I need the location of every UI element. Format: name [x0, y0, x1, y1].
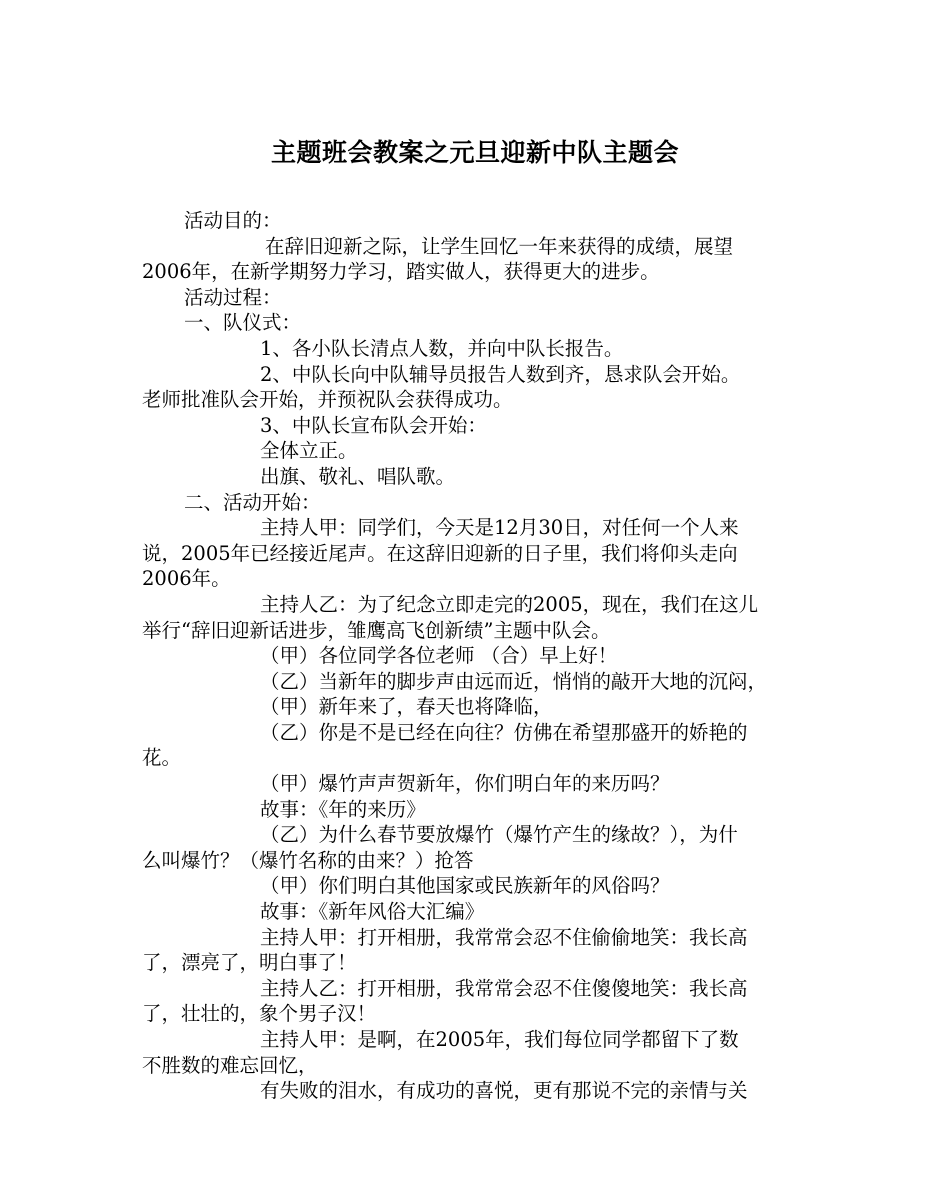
paragraph-line: 故事：《新年风俗大汇编》: [260, 900, 485, 924]
paragraph-line: 故事：《年的来历》: [260, 797, 426, 821]
paragraph-line: 1、各小队长清点人数，并向中队长报告。: [260, 336, 624, 360]
paragraph-line: 全体立正。: [260, 439, 358, 463]
paragraph-line: 主持人乙：为了纪念立即走完的2005，现在，我们在这儿: [260, 592, 759, 616]
paragraph-line: 出旗、敬礼、唱队歌。: [260, 464, 456, 488]
paragraph-line: 2006年。: [142, 567, 231, 591]
paragraph-line: （乙）当新年的脚步声由远而近，悄悄的敲开大地的沉闷，: [260, 669, 768, 693]
paragraph-line: （甲）你们明白其他国家或民族新年的风俗吗？: [260, 874, 670, 898]
document-body: [142, 208, 810, 1104]
paragraph-line: 老师批准队会开始，并预祝队会获得成功。: [142, 388, 513, 412]
paragraph-line: 2006年，在新学期努力学习，踏实做人，获得更大的进步。: [142, 260, 660, 284]
paragraph-line: 2、中队长向中队辅导员报告人数到齐，恳求队会开始。: [260, 362, 741, 386]
paragraph-line: 么叫爆竹？（爆竹名称的由来？）抢答: [142, 848, 474, 872]
paragraph-line: 3、中队长宣布队会开始：: [260, 413, 487, 437]
section-heading-activity: 二、活动开始：: [184, 490, 321, 514]
paragraph-line: 在辞旧迎新之际，让学生回忆一年来获得的成绩，展望: [265, 234, 734, 258]
paragraph-line: （甲）爆竹声声贺新年，你们明白年的来历吗？: [260, 772, 670, 796]
document-title: 主题班会教案之元旦迎新中队主题会: [270, 138, 679, 167]
paragraph-line: 了，壮壮的，象个男子汉！: [142, 1002, 377, 1026]
section-heading-ceremony: 一、队仪式：: [184, 311, 302, 335]
section-heading-process: 活动过程：: [184, 285, 282, 309]
paragraph-line: 主持人甲：同学们，今天是12月30日，对任何一个人来: [260, 516, 739, 540]
paragraph-line: （乙）为什么春节要放爆竹（爆竹产生的缘故？），为什: [260, 823, 738, 847]
section-heading-purpose: 活动目的：: [184, 209, 282, 232]
paragraph-line: 主持人乙：打开相册，我常常会忍不住傻傻地笑：我长高: [260, 976, 748, 1000]
paragraph-line: 主持人甲：打开相册，我常常会忍不住偷偷地笑：我长高: [260, 925, 748, 949]
paragraph-line: 主持人甲：是啊，在2005年，我们每位同学都留下了数: [260, 1028, 739, 1051]
paragraph-line: 举行“辞旧迎新话进步，雏鹰高飞创新绩”主题中队会。: [142, 618, 611, 642]
paragraph-line: 有失败的泪水，有成功的喜悦，更有那说不完的亲情与关: [260, 1079, 748, 1103]
paragraph-line: （乙）你是不是已经在向往？仿佛在希望那盛开的娇艳的: [260, 720, 748, 744]
paragraph-line: 了，漂亮了，明白事了！: [142, 951, 357, 975]
paragraph-line: 不胜数的难忘回忆，: [142, 1053, 318, 1077]
paragraph-line: （甲）新年来了，春天也将降临，: [260, 695, 553, 719]
paragraph-line: 花。: [142, 746, 182, 770]
paragraph-line: （甲）各位同学各位老师 （合）早上好！: [260, 644, 618, 668]
paragraph-line: 说，2005年已经接近尾声。在这辞旧迎新的日子里，我们将仰头走向: [142, 541, 738, 565]
